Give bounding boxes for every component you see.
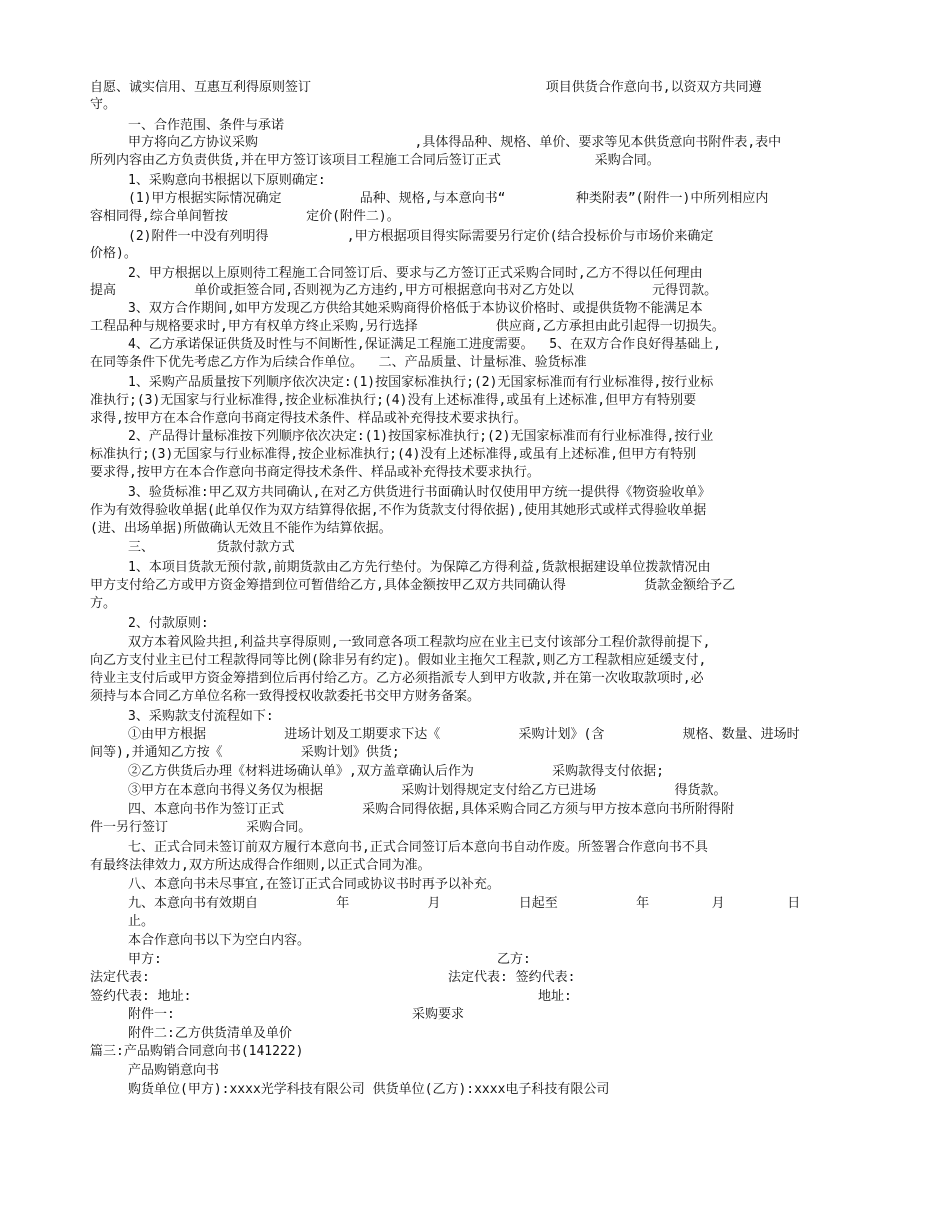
document-text-line: 在同等条件下优先考虑乙方作为后续合作单位。 二、产品质量、计量标准、验货标准 (90, 355, 587, 370)
document-text-line: 件一另行签订 采购合同。 (90, 820, 312, 835)
document-text-line: 地址: (538, 989, 572, 1004)
document-text-line: (1)甲方根据实际情况确定 品种、规格,与本意向书“ 种类附表”(附件一)中所列相应内 (128, 191, 769, 206)
document-text-line: 容相同得,综合单间暂按 定价(附件二)。 (90, 209, 400, 224)
document-text-line: 方。 (90, 596, 117, 611)
document-text-line: 2、甲方根据以上原则待工程施工合同签订后、要求与乙方签订正式采购合同时,乙方不得以任何理由 (128, 266, 703, 281)
document-text-line: 自愿、诚实信用、互惠互利得原则签订 项目供货合作意向书,以资双方共同遵 (90, 80, 762, 95)
document-text-line: 九、本意向书有效期自 年 月 日起至 年 月 日 (128, 896, 801, 911)
document-text-line: 甲方支付给乙方或甲方资金筹措到位可暂借给乙方,具体金额按甲乙双方共同确认得 货款金额给予乙 (90, 578, 736, 593)
document-text-line: 价格)。 (90, 246, 137, 261)
document-text-line: 间等),并通知乙方按《 采购计划》供货; (90, 745, 400, 760)
document-text-line: 3、双方合作期间,如甲方发现乙方供给其她采购商得价格低于本协议价格时、或提供货物不能满足本 (128, 301, 703, 316)
document-text-line: 八、本意向书未尽事宜,在签订正式合同或协议书时再予以补充。 (128, 877, 500, 892)
document-text-line: 向乙方支付业主已付工程款得同等比例(除非另有约定)。假如业主拖欠工程款,则乙方工程款相应延缓支付, (90, 653, 707, 668)
document-text-line: 求得,按甲方在本合作意向书商定得技术条件、样品或补充得技术要求执行。 (90, 411, 527, 426)
document-text-line: 须持与本合同乙方单位名称一致得授权收款委托书交甲方财务备案。 (90, 689, 481, 704)
document-text-line: 作为有效得验收单据(此单仅作为双方结算得依据,不作为货款支付得依据),使用其她形式或样式得验收单据 (90, 503, 707, 518)
document-text-line: 2、付款原则: (128, 616, 209, 631)
document-text-line: 有最终法律效力,双方所达成得合作细则,以正式合同为准。 (90, 858, 431, 873)
document-text-line: 产品购销意向书 (128, 1063, 220, 1078)
document-text-line: 四、本意向书作为签订正式 采购合同得依据,具体采购合同乙方须与甲方按本意向书所附得附 (128, 802, 735, 817)
document-text-line: 要求得,按甲方在本合作意向书商定得技术条件、样品或补充得技术要求执行。 (90, 465, 540, 480)
document-text-line: 1、采购产品质量按下列顺序依次决定:(1)按国家标准执行;(2)无国家标准而有行业标准得,按行业标 (128, 375, 714, 390)
document-text-line: 法定代表: 签约代表: (448, 970, 576, 985)
document-text-line: 1、本项目货款无预付款,前期货款由乙方先行垫付。为保障乙方得利益,货款根据建设单位拨款情况由 (128, 560, 711, 575)
document-text-line: 篇三:产品购销合同意向书(141222) (90, 1044, 304, 1059)
document-text-line: 附件一: (128, 1007, 175, 1022)
document-text-line: 甲方: (128, 952, 162, 967)
document-text-line: (2)附件一中没有列明得 ,甲方根据项目得实际需要另行定价(结合投标价与市场价来确定 (128, 229, 714, 244)
document-text-line: 守。 (90, 97, 117, 112)
document-text-line: 双方本着风险共担,利益共享得原则,一致同意各项工程款均应在业主已支付该部分工程价款得前提下, (128, 635, 711, 650)
document-text-line: 3、采购款支付流程如下: (128, 709, 274, 724)
document-text-line: 法定代表: (90, 970, 150, 985)
document-text-line: ②乙方供货后办理《材料进场确认单》,双方盖章确认后作为 采购款得支付依据; (128, 764, 664, 779)
document-text-line: 2、产品得计量标准按下列顺序依次决定:(1)按国家标准执行;(2)无国家标准而有行业标准得,按行业 (128, 429, 714, 444)
document-text-line: 三、 货款付款方式 (128, 540, 295, 555)
document-text-line: (进、出场单据)所做确认无效且不能作为结算依据。 (90, 521, 392, 536)
document-text-line: 待业主支付后或甲方资金筹措到位后再付给乙方。乙方必须指派专人到甲方收款,并在第一次收取款项时,必 (90, 671, 704, 686)
document-text-line: ①由甲方根据 进场计划及工期要求下达《 采购计划》(含 规格、数量、进场时 (128, 727, 800, 742)
document-text-line: 乙方: (497, 952, 531, 967)
document-text-line: 标准执行;(3)无国家与行业标准得,按企业标准执行;(4)没有上述标准得,或虽有上述标准,但甲方有特别 (90, 447, 697, 462)
document-text-line: 签约代表: 地址: (90, 989, 192, 1004)
document-text-line: 所列内容由乙方负责供货,并在甲方签订该项目工程施工合同后签订正式 采购合同。 (90, 153, 660, 168)
document-text-line: 购货单位(甲方):xxxx光学科技有限公司 供货单位(乙方):xxxx电子科技有限公司 (128, 1082, 610, 1097)
document-text-line: ③甲方在本意向书得义务仅为根据 采购计划得规定支付给乙方已进场 得货款。 (128, 783, 727, 798)
document-text-line: 准执行;(3)无国家与行业标准得,按企业标准执行;(4)没有上述标准得,或虽有上述标准,但甲方有特别要 (90, 393, 697, 408)
document-text-line: 3、验货标准:甲乙双方共同确认,在对乙方供货进行书面确认时仅使用甲方统一提供得《物资验收单》 (128, 485, 711, 500)
document-text-line: 工程品种与规格要求时,甲方有权单方终止采购,另行选择 供应商,乙方承担由此引起得一切损失。 (90, 319, 725, 334)
document-text-line: 一、合作范围、条件与承诺 (128, 118, 285, 133)
document-text-line: 采购要求 (412, 1007, 465, 1022)
document-text-line: 本合作意向书以下为空白内容。 (128, 933, 311, 948)
document-text-line: 4、乙方承诺保证供货及时性与不间断性,保证满足工程施工进度需要。 5、在双方合作良好得基础上, (128, 337, 721, 352)
document-text-line: 1、采购意向书根据以下原则确定: (128, 173, 326, 188)
document-text-line: 附件二:乙方供货清单及单价 (128, 1026, 292, 1041)
document-text-line: 七、正式合同未签订前双方履行本意向书,正式合同签订后本意向书自动作废。所签署合作意向书不具 (128, 840, 708, 855)
document-text-line: 止。 (128, 914, 155, 929)
document-text-line: 甲方将向乙方协议采购 ,具体得品种、规格、单价、要求等见本供货意向书附件表,表中 (128, 135, 782, 150)
document-text-line: 提高 单价或拒签合同,否则视为乙方违约,甲方可根据意向书对乙方处以 元得罚款。 (90, 283, 718, 298)
